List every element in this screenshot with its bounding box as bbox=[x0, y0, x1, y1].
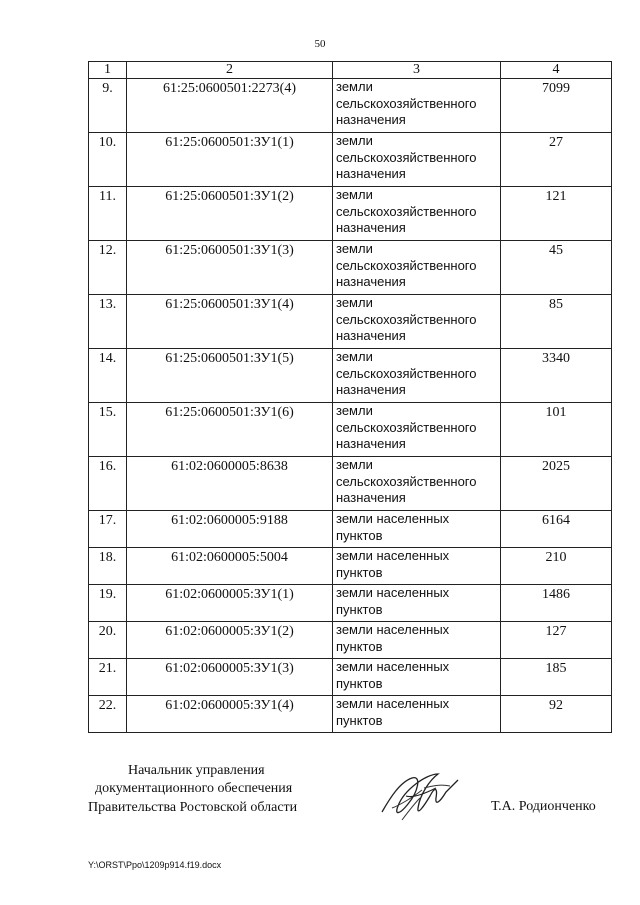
land-category: земли населенных пунктов bbox=[333, 548, 501, 585]
cadastral-number: 61:25:0600501:ЗУ1(4) bbox=[127, 295, 333, 349]
area-value: 185 bbox=[501, 659, 612, 696]
area-value: 1486 bbox=[501, 585, 612, 622]
land-category: земли сельскохозяйственного назначения bbox=[333, 187, 501, 241]
land-plots-table bbox=[88, 61, 612, 733]
cadastral-number: 61:02:0600005:ЗУ1(3) bbox=[127, 659, 333, 696]
land-category: земли населенных пунктов bbox=[333, 622, 501, 659]
column-header: 2 bbox=[127, 62, 333, 79]
table-row bbox=[89, 511, 612, 548]
area-value: 92 bbox=[501, 696, 612, 733]
signatory-name: Т.А. Родионченко bbox=[491, 799, 596, 814]
cadastral-number: 61:25:0600501:ЗУ1(1) bbox=[127, 133, 333, 187]
land-category: земли сельскохозяйственного назначения bbox=[333, 241, 501, 295]
table-row bbox=[89, 457, 612, 511]
land-category: земли населенных пунктов bbox=[333, 696, 501, 733]
table-row bbox=[89, 585, 612, 622]
table-header-row bbox=[89, 62, 612, 79]
cadastral-number: 61:02:0600005:8638 bbox=[127, 457, 333, 511]
table-row bbox=[89, 133, 612, 187]
area-value: 6164 bbox=[501, 511, 612, 548]
table-row bbox=[89, 349, 612, 403]
cadastral-number: 61:25:0600501:ЗУ1(2) bbox=[127, 187, 333, 241]
row-number: 13. bbox=[89, 295, 127, 349]
land-category: земли населенных пунктов bbox=[333, 511, 501, 548]
signatory-title-line: Начальник управления bbox=[128, 763, 265, 778]
area-value: 45 bbox=[501, 241, 612, 295]
table-row bbox=[89, 79, 612, 133]
column-header: 4 bbox=[501, 62, 612, 79]
row-number: 21. bbox=[89, 659, 127, 696]
signatory-title-line: документационного обеспечения bbox=[95, 781, 293, 796]
land-category: земли сельскохозяйственного назначения bbox=[333, 403, 501, 457]
table-row bbox=[89, 241, 612, 295]
land-category: земли сельскохозяйственного назначения bbox=[333, 457, 501, 511]
row-number: 22. bbox=[89, 696, 127, 733]
cadastral-number: 61:25:0600501:2273(4) bbox=[127, 79, 333, 133]
table-row bbox=[89, 295, 612, 349]
area-value: 27 bbox=[501, 133, 612, 187]
land-category: земли населенных пунктов bbox=[333, 585, 501, 622]
row-number: 10. bbox=[89, 133, 127, 187]
land-category: земли населенных пунктов bbox=[333, 659, 501, 696]
cadastral-number: 61:02:0600005:ЗУ1(1) bbox=[127, 585, 333, 622]
area-value: 3340 bbox=[501, 349, 612, 403]
land-category: земли сельскохозяйственного назначения bbox=[333, 133, 501, 187]
column-header: 1 bbox=[89, 62, 127, 79]
land-category: земли сельскохозяйственного назначения bbox=[333, 349, 501, 403]
row-number: 14. bbox=[89, 349, 127, 403]
land-category: земли сельскохозяйственного назначения bbox=[333, 295, 501, 349]
area-value: 121 bbox=[501, 187, 612, 241]
area-value: 127 bbox=[501, 622, 612, 659]
cadastral-number: 61:25:0600501:ЗУ1(3) bbox=[127, 241, 333, 295]
table-row bbox=[89, 659, 612, 696]
table-row bbox=[89, 696, 612, 733]
area-value: 7099 bbox=[501, 79, 612, 133]
row-number: 9. bbox=[89, 79, 127, 133]
cadastral-number: 61:02:0600005:ЗУ1(2) bbox=[127, 622, 333, 659]
cadastral-number: 61:25:0600501:ЗУ1(5) bbox=[127, 349, 333, 403]
row-number: 12. bbox=[89, 241, 127, 295]
cadastral-number: 61:02:0600005:9188 bbox=[127, 511, 333, 548]
table-row bbox=[89, 187, 612, 241]
area-value: 210 bbox=[501, 548, 612, 585]
row-number: 19. bbox=[89, 585, 127, 622]
table-row bbox=[89, 403, 612, 457]
cadastral-number: 61:02:0600005:ЗУ1(4) bbox=[127, 696, 333, 733]
signatory-title-line: Правительства Ростовской области bbox=[88, 800, 298, 815]
handwritten-signature bbox=[378, 768, 463, 823]
table-row bbox=[89, 622, 612, 659]
row-number: 15. bbox=[89, 403, 127, 457]
table-row bbox=[89, 548, 612, 585]
file-path: Y:\ORST\Ppo\1209p914.f19.docx bbox=[88, 860, 222, 870]
land-category: земли сельскохозяйственного назначения bbox=[333, 79, 501, 133]
page-number: 50 bbox=[314, 38, 326, 50]
cadastral-number: 61:02:0600005:5004 bbox=[127, 548, 333, 585]
column-header: 3 bbox=[333, 62, 501, 79]
area-value: 101 bbox=[501, 403, 612, 457]
area-value: 85 bbox=[501, 295, 612, 349]
row-number: 20. bbox=[89, 622, 127, 659]
row-number: 17. bbox=[89, 511, 127, 548]
area-value: 2025 bbox=[501, 457, 612, 511]
row-number: 11. bbox=[89, 187, 127, 241]
cadastral-number: 61:25:0600501:ЗУ1(6) bbox=[127, 403, 333, 457]
row-number: 16. bbox=[89, 457, 127, 511]
row-number: 18. bbox=[89, 548, 127, 585]
